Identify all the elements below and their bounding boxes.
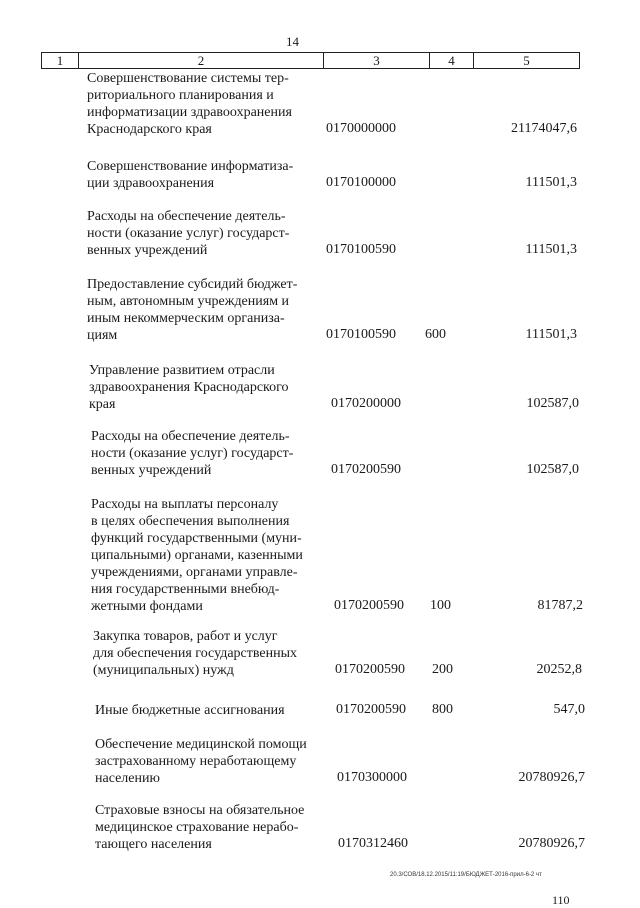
header-col-5: 5 [523, 53, 530, 68]
description-line: (муниципальных) нужд [93, 663, 234, 678]
row-description [91, 428, 324, 479]
row-amount: 21174047,6 [511, 121, 577, 136]
description-line: Совершенствование информатиза- [87, 159, 294, 174]
header-col-4: 4 [430, 53, 474, 68]
description-line: циям [87, 328, 118, 343]
description-line: учреждениями, органами управле- [91, 565, 298, 580]
description-line: иным некоммерческим организа- [87, 311, 285, 326]
table-header-row [41, 52, 580, 69]
row-code: 0170100000 [326, 175, 396, 190]
row-amount: 81787,2 [537, 598, 583, 613]
description-line: Расходы на выплаты персоналу [91, 497, 279, 512]
row-description [95, 802, 328, 853]
description-line: края [89, 397, 116, 412]
description-line: Страховые взносы на обязательное [95, 803, 305, 818]
row-amount: 20780926,7 [518, 770, 585, 785]
description-line: медицинское страхование нерабо- [95, 820, 299, 835]
row-code: 0170200000 [331, 396, 401, 411]
header-col-3: 3 [324, 53, 430, 68]
row-expense-type: 600 [425, 327, 446, 342]
row-expense-type: 100 [430, 598, 451, 613]
header-col-2: 2 [79, 53, 324, 68]
row-code: 0170200590 [334, 598, 404, 613]
row-expense-type: 200 [432, 662, 453, 677]
row-description [87, 276, 324, 344]
row-description [87, 208, 324, 259]
row-amount: 111501,3 [525, 327, 577, 342]
row-amount: 111501,3 [525, 242, 577, 257]
row-description [95, 736, 328, 787]
description-line: венных учреждений [91, 463, 212, 478]
row-amount: 102587,0 [526, 396, 579, 411]
row-amount: 102587,0 [526, 462, 579, 477]
description-line: Закупка товаров, работ и услуг [93, 629, 278, 644]
row-code: 0170312460 [338, 836, 408, 851]
description-line: Предоставление субсидий бюджет- [87, 277, 298, 292]
row-code: 0170200590 [335, 662, 405, 677]
corner-number: 110 [552, 893, 570, 907]
header-col-1: 1 [42, 53, 79, 68]
description-line: ным, автономным учреждениям и [87, 294, 290, 309]
row-code: 0170200590 [336, 702, 406, 717]
description-line: населению [95, 771, 160, 786]
row-description [91, 496, 326, 615]
row-amount: 20252,8 [536, 662, 582, 677]
description-line: жетными фондами [91, 599, 203, 614]
row-description [95, 702, 328, 719]
row-description [89, 362, 322, 413]
row-amount: 111501,3 [525, 175, 577, 190]
row-expense-type: 800 [432, 702, 453, 717]
description-line: здравоохранения Краснодарского [89, 380, 289, 395]
description-line: ности (оказание услуг) государст- [91, 446, 294, 461]
description-line: ции здравоохранения [87, 176, 215, 191]
description-line: в целях обеспечения выполнения [91, 514, 290, 529]
row-description [87, 158, 324, 192]
description-line: венных учреждений [87, 243, 208, 258]
row-code: 0170100590 [326, 242, 396, 257]
description-line: ния государственными внебюд- [91, 582, 280, 597]
row-code: 0170200590 [331, 462, 401, 477]
description-line: Расходы на обеспечение деятель- [87, 209, 286, 224]
description-line: тающего населения [95, 837, 212, 852]
row-code: 0170100590 [326, 327, 396, 342]
description-line: Совершенствование системы тер- [87, 71, 289, 86]
description-line: функций государственными (муни- [91, 531, 302, 546]
row-description [87, 70, 324, 138]
description-line: Краснодарского края [87, 122, 212, 137]
description-line: ципальными) органами, казенными [91, 548, 303, 563]
row-amount: 547,0 [553, 702, 585, 717]
footer-note: 20.3/СОВ/18.12.2015/11:19/БЮДЖЕТ-2016-прил-6-2 чт [390, 872, 542, 878]
description-line: для обеспечения государственных [93, 646, 297, 661]
page-number: 14 [286, 34, 299, 49]
description-line: Расходы на обеспечение деятель- [91, 429, 290, 444]
row-amount: 20780926,7 [518, 836, 585, 851]
description-line: Обеспечение медицинской помощи [95, 737, 307, 752]
row-code: 0170300000 [337, 770, 407, 785]
description-line: застрахованному неработающему [95, 754, 297, 769]
row-code: 0170000000 [326, 121, 396, 136]
description-line: информатизации здравоохранения [87, 105, 292, 120]
description-line: риториального планирования и [87, 88, 274, 103]
description-line: Иные бюджетные ассигнования [95, 703, 285, 718]
description-line: ности (оказание услуг) государст- [87, 226, 290, 241]
description-line: Управление развитием отрасли [89, 363, 275, 378]
row-description [93, 628, 326, 679]
